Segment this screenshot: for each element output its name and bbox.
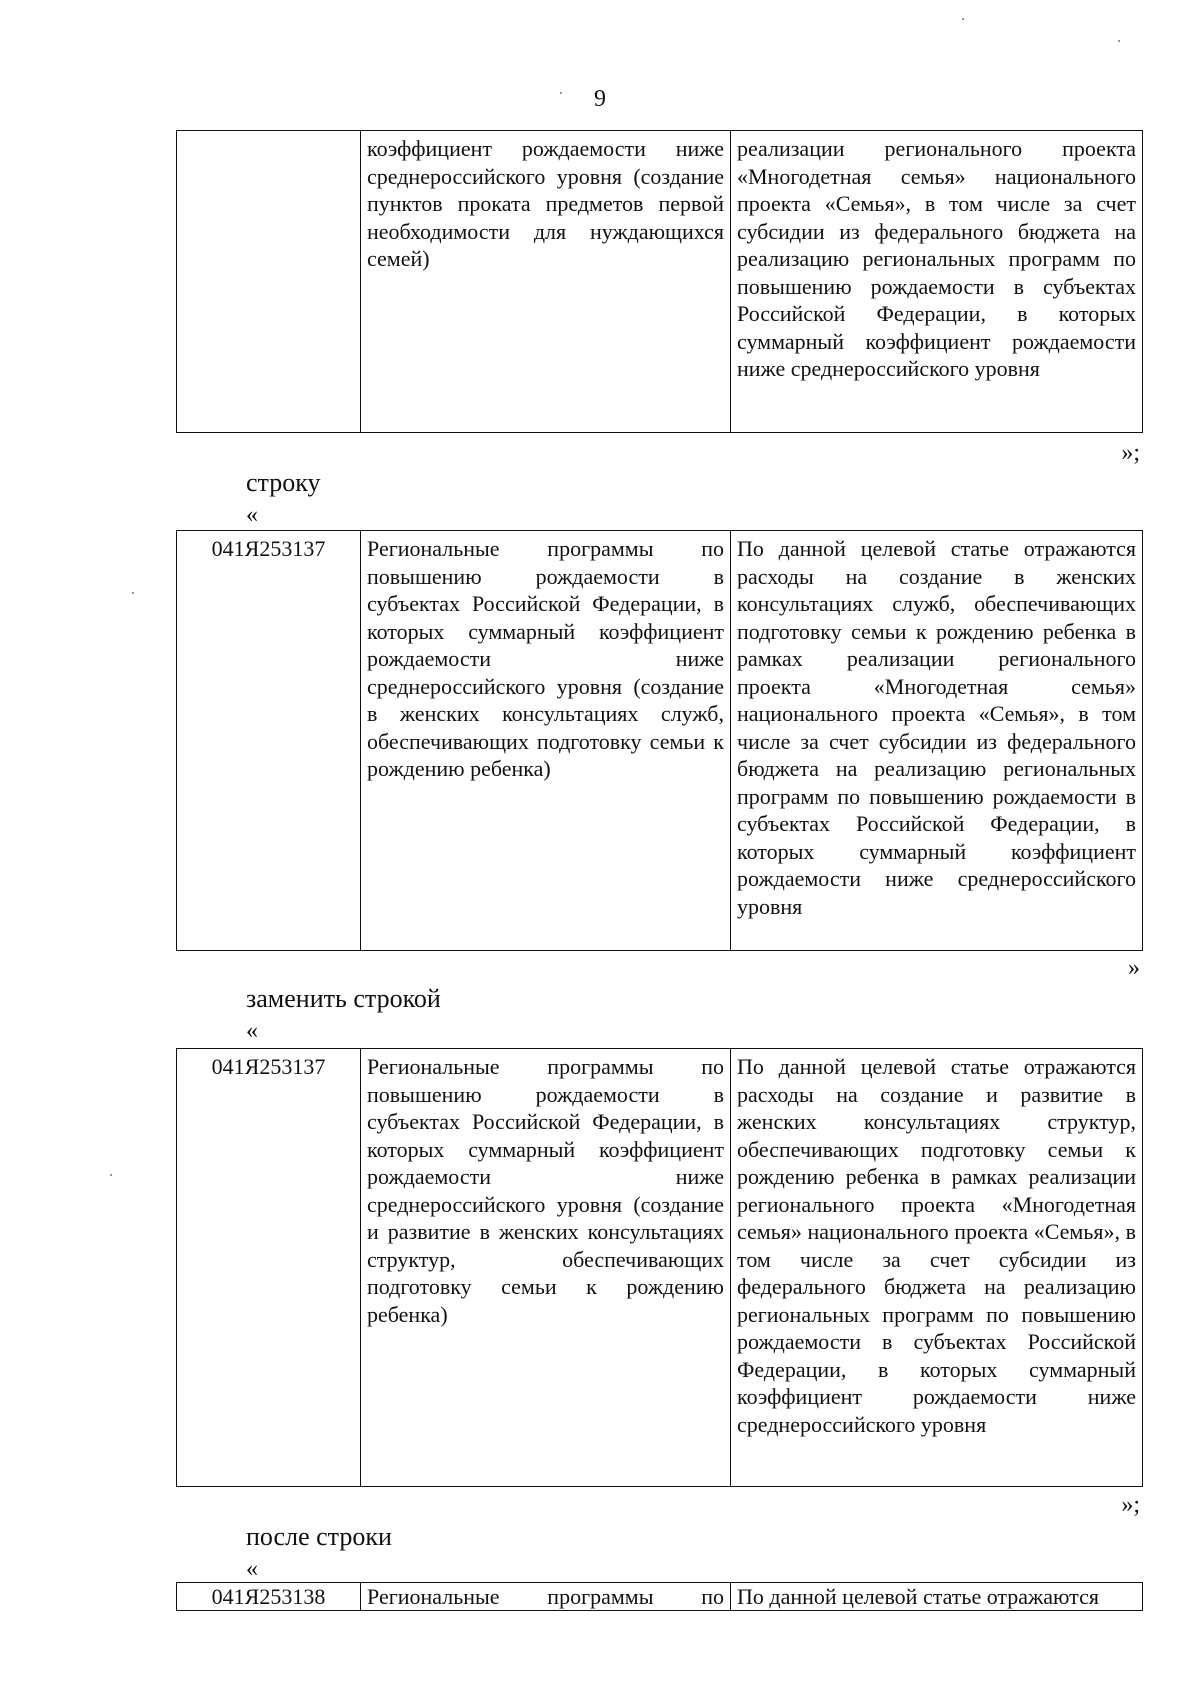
code-cell: 041Я253137 [177, 1049, 361, 1487]
table-row [177, 1049, 1143, 1487]
label-replace: заменить строкой [246, 984, 441, 1013]
description-cell: По данной целевой статье отражаются расходы на создание в женских консультациях служб, обеспечивающих подготовку семьи к рождению ребенка в рамках реализации регионального проекта «Многодетная семья» национального проекта «Семья», в том числе за счет субсидии из федерального бюджета на реализацию региональных программ по повышению рождаемости в субъектах Российской Федерации, в которых суммарный коэффициент рождаемости ниже среднероссийского уровня [731, 531, 1143, 951]
scan-speck [1118, 40, 1120, 42]
closing-quote: »; [1121, 1492, 1140, 1518]
scan-speck [962, 18, 964, 20]
scan-speck [132, 592, 134, 594]
table-continued [176, 130, 1143, 433]
code-cell: 041Я253137 [177, 531, 361, 951]
opening-quote: « [246, 1556, 258, 1582]
opening-quote: « [246, 502, 258, 528]
label-stroku: строку [246, 468, 321, 497]
table-row [177, 131, 1143, 433]
label-after: после строки [246, 1522, 392, 1551]
name-cell: Региональные программы по повышению рождаемости в субъектах Российской Федерации, в которых суммарный коэффициент рождаемости ниже среднероссийского уровня (создание и развитие в женских консультациях структур, обеспечивающих подготовку семьи к рождению ребенка) [361, 1049, 731, 1487]
description-cell: По данной целевой статье отражаются [731, 1583, 1143, 1611]
name-cell: коэффициент рождаемости ниже среднероссийского уровня (создание пунктов проката предметов первой необходимости для нуждающихся семей) [361, 131, 731, 433]
table-new-row [176, 1048, 1143, 1487]
description-cell: По данной целевой статье отражаются расходы на создание и развитие в женских консультациях структур, обеспечивающих подготовку семьи к рождению ребенка в рамках реализации регионального проекта «Многодетная семья» национального проекта «Семья», в том числе за счет субсидии из федерального бюджета на реализацию региональных программ по повышению рождаемости в субъектах Российской Федерации, в которых суммарный коэффициент рождаемости ниже среднероссийского уровня [731, 1049, 1143, 1487]
table-row [177, 1583, 1143, 1611]
code-cell: 041Я253138 [177, 1583, 361, 1611]
opening-quote: « [246, 1018, 258, 1044]
scan-speck [560, 92, 562, 94]
scan-speck [110, 1174, 112, 1176]
table-next-row [176, 1582, 1143, 1611]
description-cell: реализации регионального проекта «Многодетная семья» национального проекта «Семья», в том числе за счет субсидии из федерального бюджета на реализацию региональных программ по повышению рождаемости в субъектах Российской Федерации, в которых суммарный коэффициент рождаемости ниже среднероссийского уровня [731, 131, 1143, 433]
page-number: 9 [594, 86, 606, 112]
name-cell: Региональные программы по повышению рождаемости в субъектах Российской Федерации, в которых суммарный коэффициент рождаемости ниже среднероссийского уровня (создание в женских консультациях служб, обеспечивающих подготовку семьи к рождению ребенка) [361, 531, 731, 951]
closing-quote: » [1128, 955, 1140, 981]
code-cell [177, 131, 361, 433]
table-row [177, 531, 1143, 951]
closing-quote: »; [1121, 440, 1140, 466]
name-cell: Региональные программы по [361, 1583, 731, 1611]
table-old-row [176, 530, 1143, 951]
